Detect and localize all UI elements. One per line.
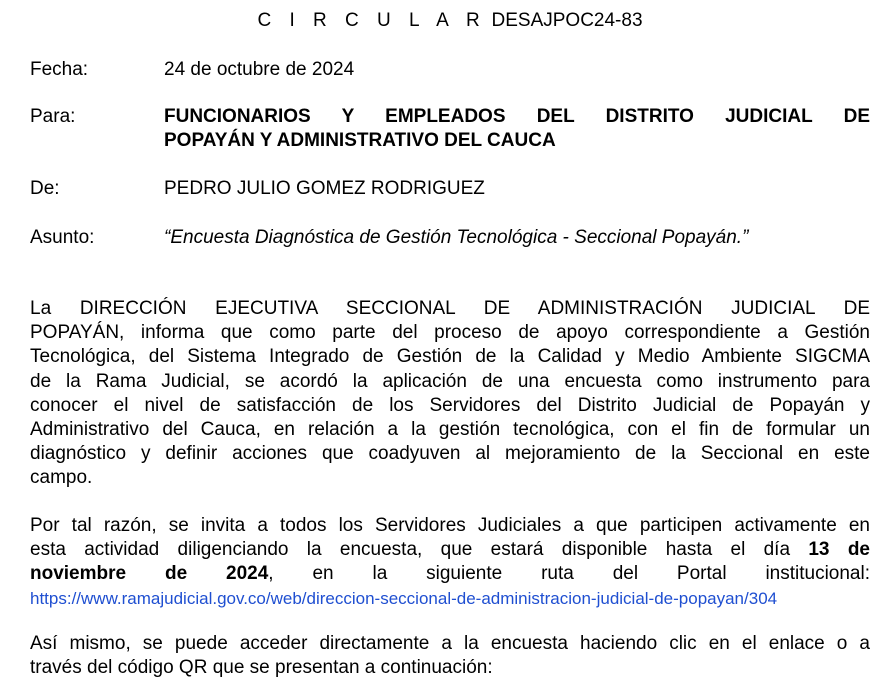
paragraph-line: Tecnológica, del Sistema Integrado de Gestión de la Calidad y Medio Ambiente SIGCMA — [30, 346, 870, 368]
route-text: , en la siguiente ruta del Portal institucional: — [268, 563, 870, 585]
paragraph-access — [30, 632, 870, 680]
paragraph-line — [30, 587, 870, 611]
fecha-value: 24 de octubre de 2024 — [164, 59, 355, 80]
paragraph-invitation — [30, 514, 870, 611]
de-value: PEDRO JULIO GOMEZ RODRIGUEZ — [164, 178, 485, 199]
paragraph-intro — [30, 297, 870, 491]
para-line-1: FUNCIONARIOS Y EMPLEADOS DEL DISTRITO JUDICIAL DE — [164, 106, 870, 127]
deadline-date-part2: noviembre de 2024 — [30, 563, 269, 585]
paragraph-line: conocer el nivel de satisfacción de los Servidores del Distrito Judicial de Popayán y — [30, 394, 870, 416]
paragraph-line: La DIRECCIÓN EJECUTIVA SECCIONAL DE ADMINISTRACIÓN JUDICIAL DE — [30, 298, 870, 319]
paragraph-line: Así mismo, se puede acceder directamente a la encuesta haciendo clic en el enlace o a — [30, 633, 870, 654]
para-label: Para: — [30, 106, 76, 127]
paragraph-line: Por tal razón, se invita a todos los Servidores Judiciales a que participen activamente en — [30, 515, 870, 536]
deadline-date-part1: 13 de — [808, 539, 870, 561]
paragraph-line: Administrativo del Cauca, en relación a la gestión tecnológica, con el fin de formular un — [30, 418, 870, 440]
paragraph-line: través del código QR que se presentan a continuación: — [30, 657, 493, 679]
availability-text: esta actividad diligenciando la encuesta, que estará disponible hasta el día — [30, 539, 791, 561]
paragraph-line: campo. — [30, 467, 93, 489]
document-title — [30, 10, 870, 32]
para-value — [164, 105, 870, 153]
para-line-2: POPAYÁN Y ADMINISTRATIVO DEL CAUCA — [164, 130, 556, 151]
fecha-label: Fecha: — [30, 59, 89, 80]
asunto-label: Asunto: — [30, 227, 95, 248]
para-field — [30, 105, 870, 153]
paragraph-line: POPAYÁN, informa que como parte del proceso de apoyo correspondiente a Gestión — [30, 322, 870, 344]
paragraph-line: diagnóstico y definir acciones que coadyuven al mejoramiento de la Seccional en este — [30, 443, 870, 465]
title-code: DESAJPOC24-83 — [491, 10, 643, 31]
paragraph-line — [30, 562, 870, 586]
paragraph-line: de la Rama Judicial, se acordó la aplicación de una encuesta como instrumento para — [30, 370, 870, 392]
paragraph-line — [30, 538, 870, 562]
title-prefix: C I R C U L A R — [257, 10, 487, 31]
survey-portal-link[interactable]: https://www.ramajudicial.gov.co/web/direccion-seccional-de-administracion-judicial-de-popayan/304 — [30, 588, 778, 608]
asunto-value: “Encuesta Diagnóstica de Gestión Tecnológica - Seccional Popayán.” — [164, 227, 749, 248]
de-label: De: — [30, 178, 60, 199]
